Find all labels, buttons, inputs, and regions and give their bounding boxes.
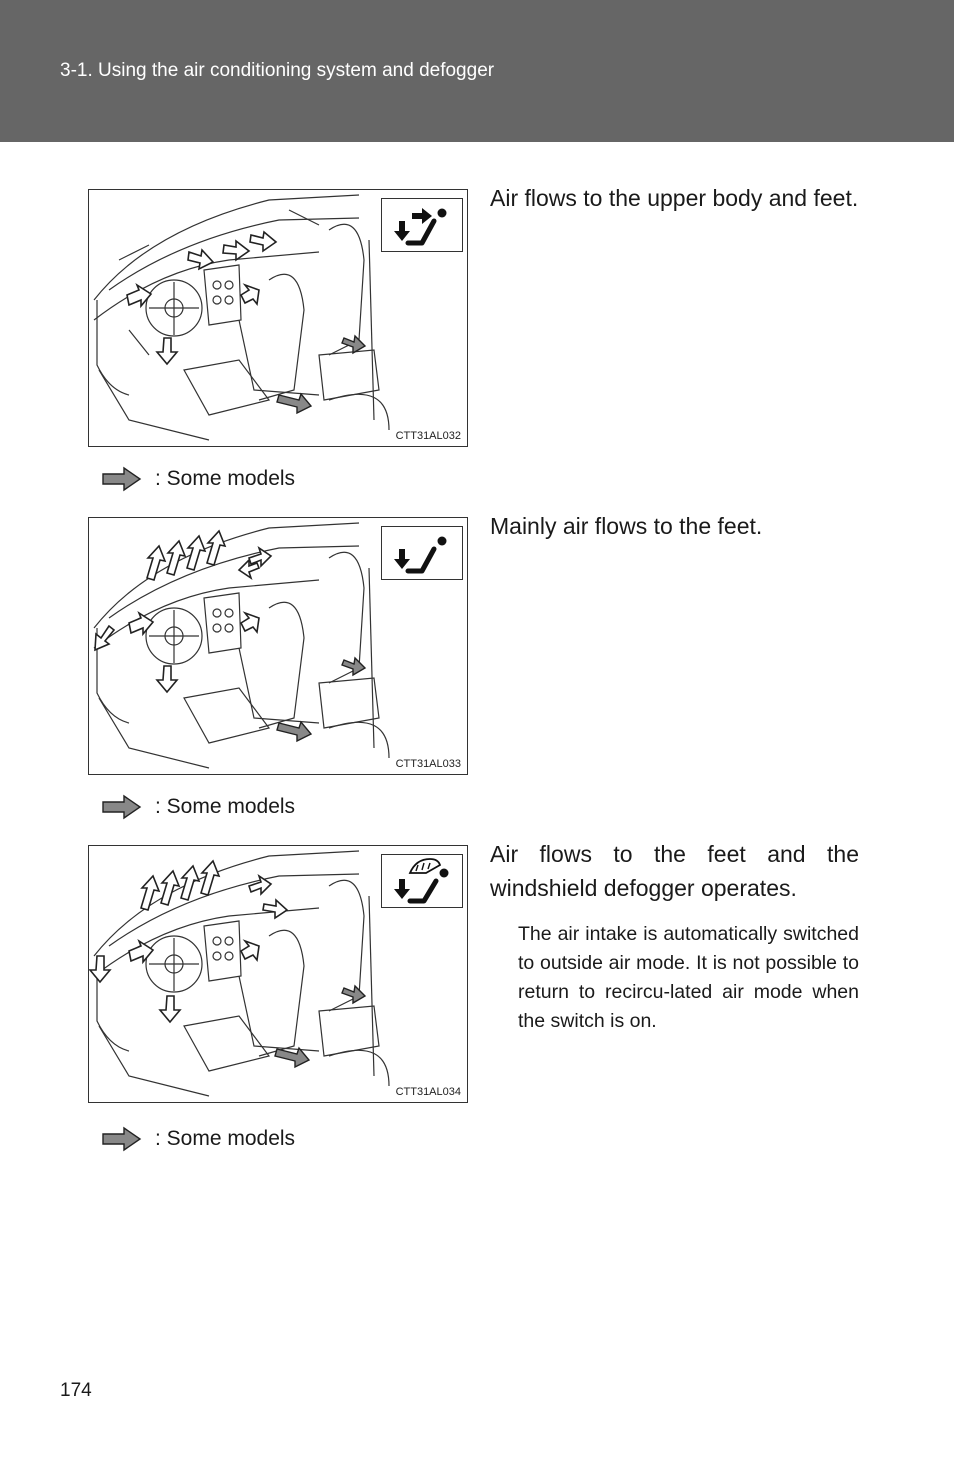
page-header (0, 0, 954, 142)
section-title: 3-1. Using the air conditioning system and defogger (60, 60, 495, 81)
mode-indicator (381, 526, 463, 580)
page-number: 174 (60, 1380, 92, 1401)
gray-arrow-icon (102, 1126, 142, 1152)
mode-description: Air flows to the upper body and feet. (490, 185, 859, 211)
car-interior-illustration (88, 189, 468, 447)
figure-code: CTT31AL034 (395, 1086, 461, 1098)
mode-description: Air flows to the feet and the windshield defogger operates. (490, 841, 859, 901)
legend-text: : Some models (155, 795, 296, 818)
gray-arrow-icon (102, 466, 142, 492)
feet-icon (382, 527, 464, 581)
legend-text: : Some models (155, 1127, 296, 1150)
mode-description: Mainly air flows to the feet. (490, 513, 763, 539)
mode-indicator (381, 198, 463, 252)
figure-code: CTT31AL032 (395, 430, 461, 442)
feet-defog-icon (382, 855, 464, 909)
legend-text: : Some models (155, 467, 296, 490)
mode-note: The air intake is automatically switched to outside air mode. It is not possible to return to recircu-lated air mode when the switch is on. (518, 923, 859, 1032)
figure-code: CTT31AL033 (395, 758, 461, 770)
car-interior-illustration (88, 517, 468, 775)
gray-arrow-icon (102, 794, 142, 820)
bi-level-icon (382, 199, 464, 253)
car-interior-illustration (88, 845, 468, 1103)
mode-indicator (381, 854, 463, 908)
